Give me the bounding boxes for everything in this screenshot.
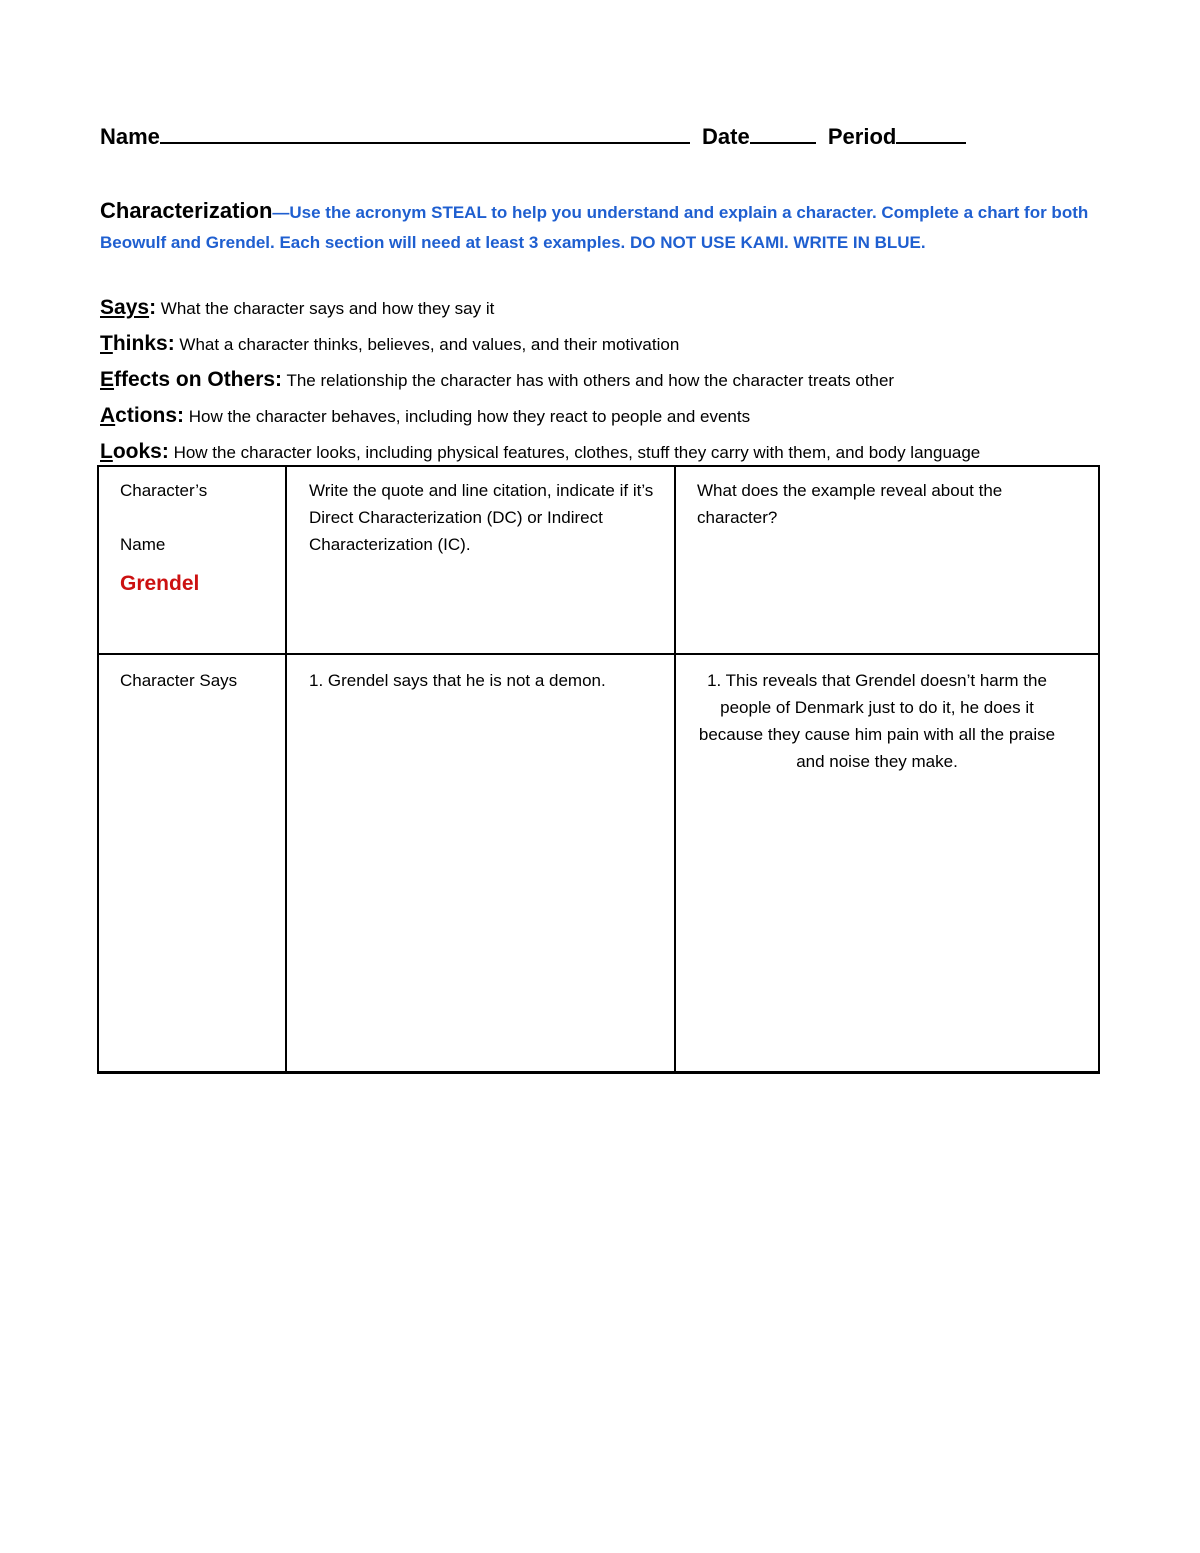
header-line xyxy=(100,122,972,150)
steal-term-letter: S xyxy=(100,296,115,319)
steal-term-rest: ays xyxy=(114,296,150,319)
period-blank xyxy=(896,122,966,144)
table-col-divider-2 xyxy=(674,465,676,1074)
column-header-quote: Write the quote and line citation, indicate if it’s Direct Characterization (DC) or Indirect Characterization (IC). xyxy=(309,481,654,554)
character-name: Grendel xyxy=(120,572,200,595)
column-header-line-2: Name xyxy=(120,535,166,554)
date-label: Date xyxy=(702,124,750,149)
table-col-divider-1 xyxy=(285,465,287,1074)
table-border-right xyxy=(1098,465,1100,1074)
steal-term xyxy=(100,332,168,355)
steal-description: How the character looks, including physical features, clothes, stuff they carry with them, and body language xyxy=(173,443,981,462)
steal-term-letter: A xyxy=(100,404,116,427)
row-label-character-says: Character Says xyxy=(120,671,238,690)
instructions-heading: Characterization xyxy=(100,198,273,223)
table-row-divider xyxy=(97,653,1100,655)
column-header-line-1: Character’s xyxy=(120,481,208,500)
steal-term-letter: E xyxy=(100,368,115,391)
steal-term xyxy=(100,368,275,391)
instructions xyxy=(100,196,1120,258)
table-border-left xyxy=(97,465,99,1074)
steal-list xyxy=(100,290,1140,470)
steal-item-thinks: Thinks: What a character thinks, believes, and values, and their motivation xyxy=(100,332,680,355)
steal-term-letter: L xyxy=(100,440,113,463)
table-border-top xyxy=(97,465,1100,467)
quote-cell: 1. Grendel says that he is not a demon. xyxy=(309,671,606,690)
steal-item-effects: Effects on Others: The relationship the character has with others and how the character treats other xyxy=(100,368,895,391)
steal-term xyxy=(100,296,149,319)
steal-term-rest: ooks xyxy=(112,440,162,463)
steal-item-actions: Actions: How the character behaves, including how they react to people and events xyxy=(100,404,751,427)
steal-term-rest: ctions xyxy=(115,404,178,427)
steal-description: The relationship the character has with others and how the character treats other xyxy=(286,371,895,390)
steal-term-rest: ffects on Others xyxy=(114,368,276,391)
instructions-text: Use the acronym STEAL to help you understand and explain a character. Complete a chart for both Beowulf and Grendel. Each section will need at least 3 examples. DO NOT USE KAMI. WRITE IN BLUE. xyxy=(100,203,1089,252)
header-cell-character-name xyxy=(120,477,270,597)
period-label: Period xyxy=(827,124,897,149)
steal-term xyxy=(100,404,177,427)
steal-term xyxy=(100,440,162,463)
steal-term-rest: hinks xyxy=(112,332,168,355)
steal-description: What a character thinks, believes, and values, and their motivation xyxy=(179,335,680,354)
steal-description: How the character behaves, including how they react to people and events xyxy=(188,407,751,426)
steal-description: What the character says and how they say it xyxy=(160,299,495,318)
date-blank xyxy=(750,122,816,144)
steal-item-says: Says: What the character says and how they say it xyxy=(100,296,495,319)
name-label: Name xyxy=(100,124,160,149)
characterization-table xyxy=(97,465,1100,1073)
column-header-reveal: What does the example reveal about the character? xyxy=(697,481,1003,527)
steal-term-letter: T xyxy=(100,332,113,355)
instructions-dash: — xyxy=(272,203,290,222)
steal-item-looks: Looks: How the character looks, including physical features, clothes, stuff they carry with them, and body language xyxy=(100,440,981,463)
name-blank xyxy=(160,122,690,144)
reveal-cell: 1. This reveals that Grendel doesn’t harm the people of Denmark just to do it, he does it because they cause him pain with all the praise and noise they make. xyxy=(698,671,1056,771)
table-border-bottom xyxy=(97,1071,1100,1074)
